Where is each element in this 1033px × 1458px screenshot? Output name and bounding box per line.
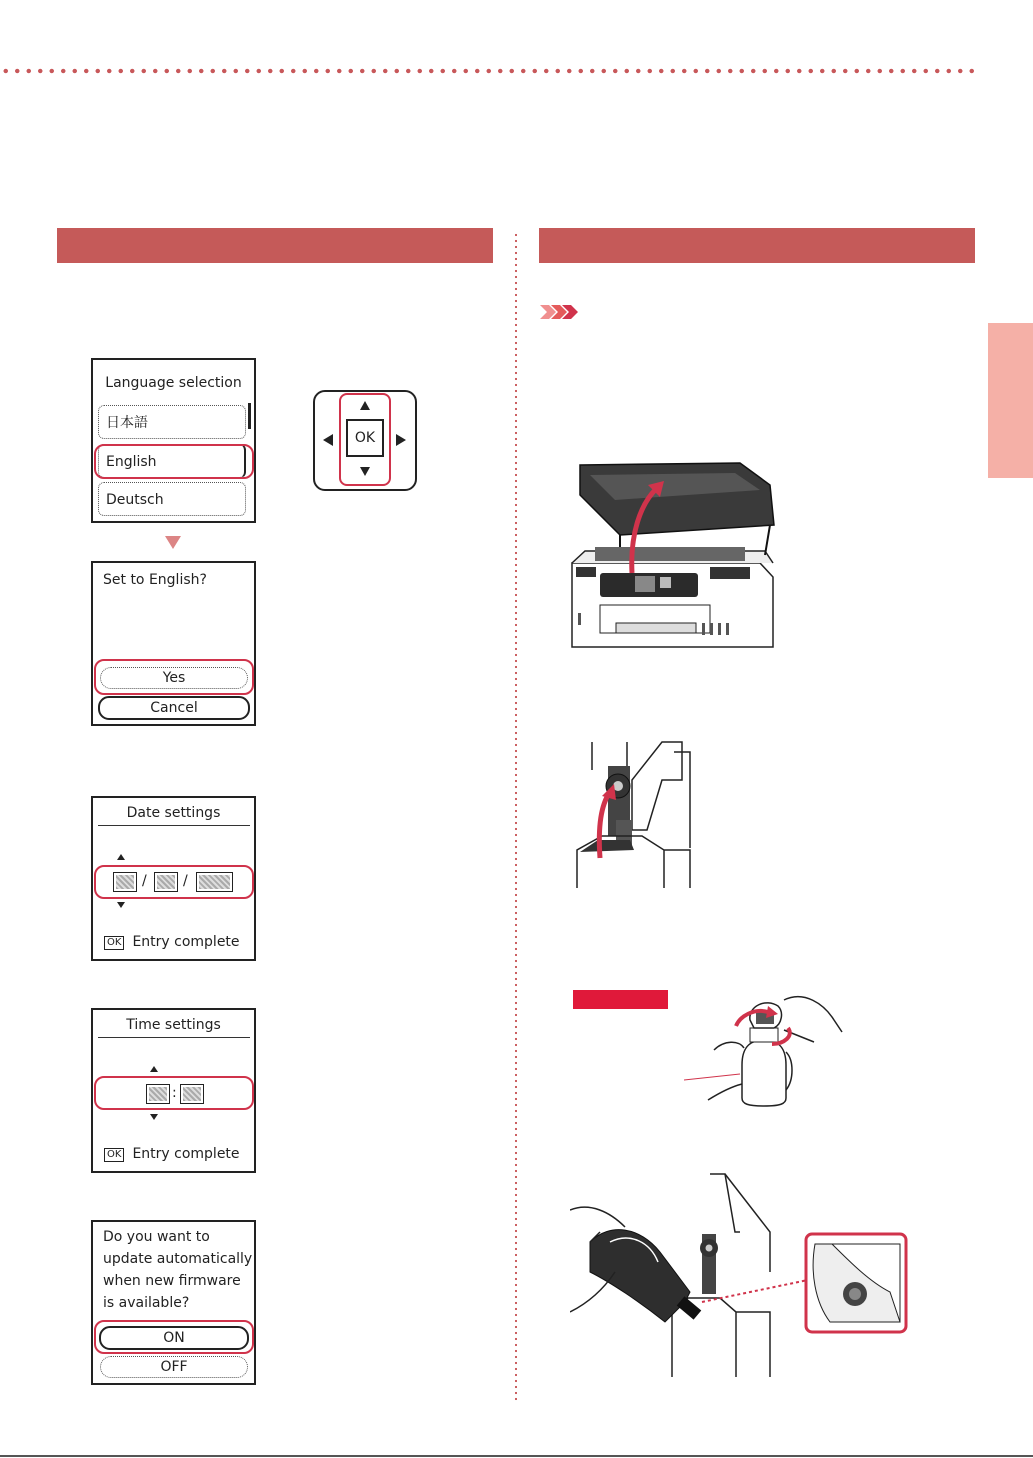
right-section-header-bar — [539, 228, 975, 263]
english-highlight — [94, 444, 254, 479]
side-index-tab — [988, 323, 1033, 478]
left-arrow-key-icon[interactable] — [323, 434, 333, 446]
pour-ink-illustration — [570, 1172, 910, 1377]
date-title-rule — [98, 825, 250, 826]
date-down-arrow-icon[interactable] — [117, 902, 125, 908]
column-divider — [515, 232, 517, 1402]
firmware-line-1: Do you want to — [103, 1229, 210, 1245]
date-separator-2: / — [183, 873, 188, 889]
cancel-button[interactable]: Cancel — [98, 696, 250, 720]
up-down-keys-highlight — [339, 393, 391, 486]
language-option-english[interactable]: English — [98, 444, 246, 478]
time-down-arrow-icon[interactable] — [150, 1114, 158, 1120]
firmware-on-highlight — [94, 1320, 254, 1354]
right-arrow-key-icon[interactable] — [396, 434, 406, 446]
ok-key-icon: OK — [104, 1148, 124, 1162]
left-section-header-bar — [57, 228, 493, 263]
firmware-on-button[interactable]: ON — [99, 1326, 249, 1350]
confirm-question: Set to English? — [103, 572, 207, 588]
ok-key[interactable]: OK — [346, 419, 384, 457]
lcd-scrollbar[interactable] — [248, 403, 251, 429]
caution-label — [573, 990, 668, 1009]
time-title: Time settings — [126, 1017, 221, 1033]
time-entry-complete-label: Entry complete — [132, 1146, 240, 1162]
language-option-japanese[interactable]: 日本語 — [98, 405, 246, 439]
yes-button[interactable]: Yes — [100, 667, 248, 689]
down-triangle-icon — [165, 536, 181, 549]
time-separator: : — [172, 1085, 177, 1101]
tank-cap-open-illustration — [572, 740, 697, 888]
date-title: Date settings — [126, 805, 221, 821]
down-arrow-key-icon[interactable] — [360, 467, 370, 476]
time-up-arrow-icon[interactable] — [150, 1066, 158, 1072]
bottom-rule — [0, 1455, 1033, 1457]
firmware-off-button[interactable]: OFF — [100, 1356, 248, 1378]
language-option-deutsch[interactable]: Deutsch — [98, 482, 246, 516]
lcd-firmware-screen — [91, 1220, 256, 1385]
time-fields-highlight — [94, 1076, 254, 1110]
important-chevrons-icon — [540, 305, 580, 319]
top-dotted-rule — [0, 68, 980, 74]
time-entry-complete — [104, 1146, 240, 1162]
firmware-line-3: when new firmware — [103, 1273, 241, 1289]
yes-highlight — [94, 659, 254, 695]
printer-open-cover-illustration — [560, 455, 780, 655]
lcd-language-title: Language selection — [105, 375, 242, 391]
time-title-rule — [98, 1037, 250, 1038]
operation-keypad — [313, 390, 417, 491]
lcd-language-screen — [91, 358, 256, 523]
date-fields-highlight — [94, 865, 254, 899]
firmware-line-4: is available? — [103, 1295, 190, 1311]
lcd-confirm-screen — [91, 561, 256, 726]
date-entry-complete — [104, 934, 240, 950]
date-separator-1: / — [142, 873, 147, 889]
date-entry-complete-label: Entry complete — [132, 934, 240, 950]
firmware-line-2: update automatically — [103, 1251, 253, 1267]
ink-bottle-open-illustration — [684, 990, 849, 1110]
date-up-arrow-icon[interactable] — [117, 854, 125, 860]
up-arrow-key-icon[interactable] — [360, 401, 370, 410]
ok-key-icon: OK — [104, 936, 124, 950]
